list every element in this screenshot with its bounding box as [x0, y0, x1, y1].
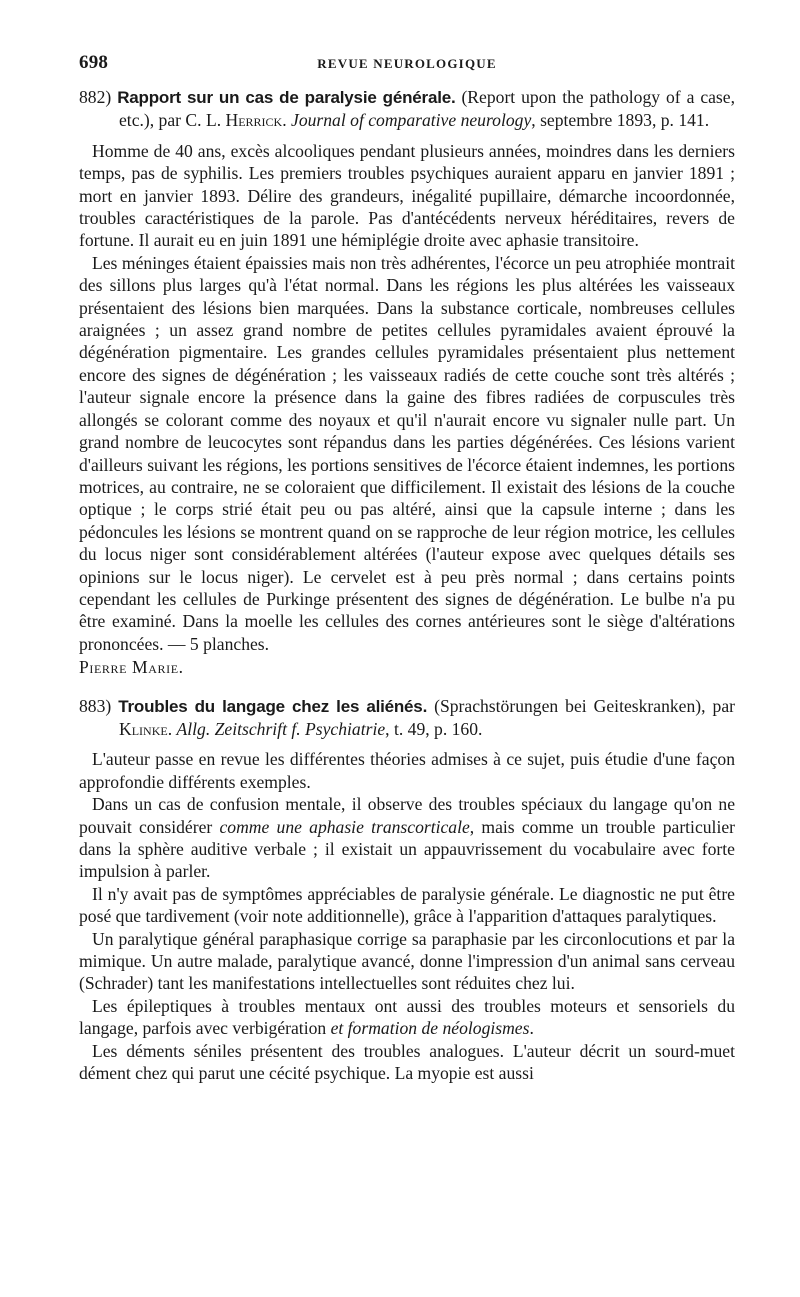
article-883-heading: [79, 695, 735, 741]
article-882-ref-part1: (Report upon the pathology of a case, etc.), par C. L.: [119, 87, 735, 131]
article-882-paragraph-1: Homme de 40 ans, excès alcooliques pendant plusieurs années, moindres dans les derniers temps, pas de syphilis. Les premiers troubles psychiques auraient apparu en janvier 1891 ; mort en janvier 1893. Délire des grandeurs, inégalité pupillaire, démarche incoordonnée, troubles caractéristiques de la parole. Pas d'antécédents nerveux héréditaires, revers de fortune. Il aurait eu en juin 1891 une hémiplégie droite avec aphasie transitoire.: [79, 140, 735, 251]
article-883-paragraph-6: Les déments séniles présentent des troubles analogues. L'auteur décrit un sourd-muet dément chez qui parut une cécité psychique. La myopie est aussi: [79, 1040, 735, 1084]
article-883-ref-part2: .: [167, 718, 177, 739]
article-882-ref-tail: , septembre 1893, p. 141.: [531, 110, 710, 131]
article-883-paragraph-5: [79, 995, 735, 1040]
article-883-paragraph-2: [79, 793, 735, 883]
article-883-ref-part1: (Sprachstörungen bei Geiteskranken), par: [427, 695, 735, 716]
page-header: [79, 52, 735, 76]
article-882-paragraph-2: Les méninges étaient épaissies mais non très adhérentes, l'écorce un peu atrophiée montrait des sillons plus larges qu'à l'état normal. Dans les régions les plus altérées les vaisseaux présentaient des lésions bien marquées. Dans la substance corticale, nombreuses cellules araignées ; un assez grand nombre de petites cellules pyramidales avaient éprouvé la dégénération pigmentaire. Les grandes cellules pyramidales présentaient plus nettement encore des signes de dégénération ; les vaisseaux radiés de cette couche sont très altérés ; l'auteur signale encore la présence dans la gaine des fibres radiées de corpuscules très allongés se colorant comme des noyaux et qu'il n'aurait encore vu signaler nulle part. Un grand nombre de leucocytes sont répandus dans les parties dégénérées. Ces lésions varient d'ailleurs suivant les régions, les portions sensitives de l'écorce étaient indemnes, les portions motrices, au contraire, ne se coloraient que difficilement. Il existait des lésions de la couche optique ; le corps strié était peu ou pas altéré, ainsi que la capsule interne ; dans les pédoncules les lésions se montrent quand on se rapproche de leur région motrice, les cellules du locus niger sont considérablement altérées (l'auteur expose avec quelques détails ses opinions sur le locus niger). Le cervelet est à peu près normal ; dans certains points cependant les cellules de Purkinge présentent des signes de dégénération. Le bulbe n'a pu être examiné. Dans la moelle les cellules des cornes antérieures sont le siège d'altérations prononcées. — 5 planches.: [79, 252, 735, 654]
article-883-paragraph-1: L'auteur passe en revue les différentes théories admises à ce sujet, puis étudie d'une façon approfondie différents exemples.: [79, 749, 735, 792]
article-883-author: Klinke: [119, 718, 168, 739]
article-882-journal: Journal of comparative neurology: [291, 110, 532, 131]
page-body: [79, 86, 735, 1084]
article-883-p2-text-a: Dans un cas de confusion mentale, il observe des troubles spéciaux du langage qu'on ne pouvait considérer: [79, 794, 735, 837]
article-883-p2-text-b: , mais comme un trouble particulier dans la sphère auditive verbale ; il existait un appauvrissement du vocabulaire avec forte impulsion à parler.: [79, 816, 735, 882]
article-882-signature: Pierre Marie.: [79, 657, 184, 678]
article-883-p5-text-b: .: [529, 1018, 534, 1039]
article-883-journal: Allg. Zeitschrift f. Psychiatrie: [176, 718, 386, 739]
article-882-author: Herrick: [225, 110, 283, 131]
running-title: REVUE NEUROLOGIQUE: [317, 56, 497, 71]
article-separator: [79, 679, 735, 695]
article-883-number: 883): [79, 695, 112, 716]
article-883-p5-text-a: Les épileptiques à troubles mentaux ont aussi des troubles moteurs et sensoriels du langage, parfois avec verbigération: [79, 995, 735, 1039]
article-883-p2-italic: comme une aphasie transcorticale: [219, 816, 470, 837]
article-882-heading: [79, 86, 735, 132]
article-882-title: Rapport sur un cas de paralysie générale.: [117, 88, 456, 107]
article-883-ref-tail: , t. 49, p. 160.: [385, 718, 483, 739]
article-882-ref-part2: .: [282, 110, 292, 131]
page-number: 698: [79, 52, 109, 73]
article-883-paragraph-4: Un paralytique général paraphasique corrige sa paraphasie par les circonlocutions et par la mimique. Un autre malade, paralytique avancé, donne l'impression d'un animal sans cerveau (Schrader) tant les manifestations intellectuelles sont réduites chez lui.: [79, 928, 735, 994]
article-883-p5-italic: et formation de néologismes: [330, 1018, 530, 1039]
article-883-title: Troubles du langage chez les aliénés.: [118, 696, 428, 716]
article-882-number: 882): [79, 87, 112, 107]
article-883-paragraph-3: Il n'y avait pas de symptômes appréciables de paralysie générale. Le diagnostic ne put être posé que tardivement (voir note additionnelle), grâce à l'apparition d'attaques paralytiques.: [79, 883, 735, 927]
